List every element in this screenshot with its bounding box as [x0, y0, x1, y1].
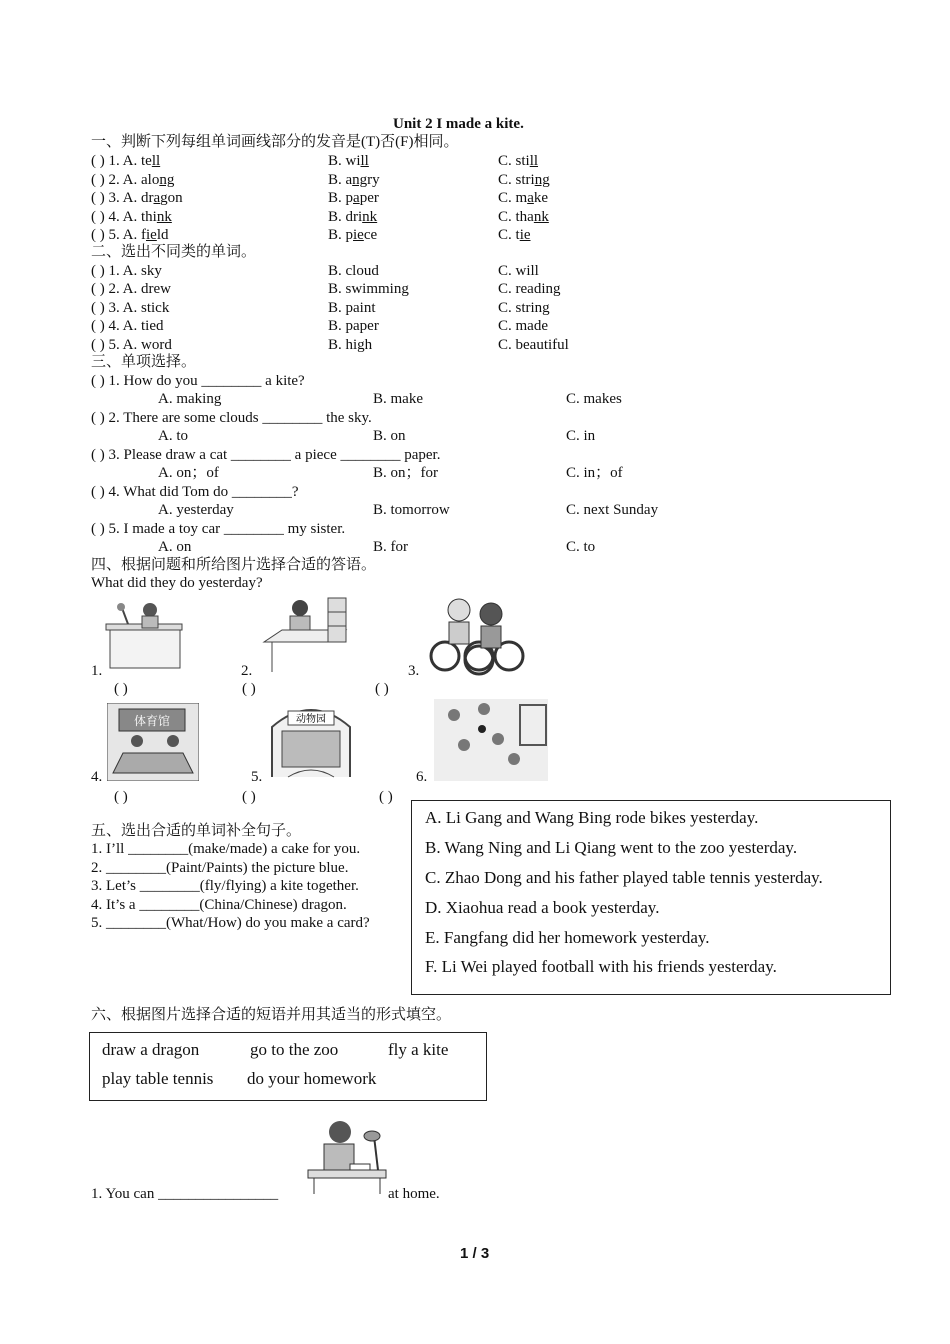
underlined-sound: ll: [151, 153, 161, 169]
s3-question-5: ( ) 5. I made a toy car ________ my sister.: [91, 521, 346, 537]
underlined-sound: nk: [533, 209, 549, 225]
s2-row-3-b: B. paint: [328, 300, 376, 316]
section5-line-2: 2. ________(Paint/Paints) the picture blue.: [91, 860, 349, 876]
s1-row-4-a: ( ) 4. A. think: [91, 209, 172, 225]
underlined-sound: a: [353, 190, 360, 206]
underlined-sound: nk: [362, 209, 378, 225]
picture-label-5: 5.: [251, 769, 263, 785]
s2-row-2-a: ( ) 2. A. drew: [91, 281, 171, 297]
s2-row-1-c: C. will: [498, 263, 539, 279]
s1-row-1-c: C. still: [498, 153, 539, 169]
zoo-gate-picture: [268, 697, 354, 781]
s1-row-3-c: C. make: [498, 190, 549, 206]
picture-label-3: 3.: [408, 663, 420, 679]
s1-row-2-c: C. string: [498, 172, 550, 188]
phrase-do-homework: do your homework: [247, 1069, 377, 1088]
s2-row-1-a: ( ) 1. A. sky: [91, 263, 162, 279]
s2-row-2-c: C. reading: [498, 281, 561, 297]
homework-girl-picture: [104, 600, 184, 672]
s3-q1-option-b: B. make: [373, 391, 423, 407]
picture-label-4: 4.: [91, 769, 103, 785]
answer-bracket-5[interactable]: ( ): [242, 789, 256, 805]
s1-row-5-c: C. tie: [498, 227, 531, 243]
s1-row-5-a: ( ) 5. A. field: [91, 227, 169, 243]
s2-row-5-b: B. high: [328, 337, 373, 353]
underlined-sound: nk: [156, 209, 172, 225]
option-c: C. Zhao Dong and his father played table tennis yesterday.: [425, 868, 823, 887]
s2-row-4-b: B. paper: [328, 318, 379, 334]
s3-q4-option-b: B. tomorrow: [373, 502, 450, 518]
gym-sign-text: 体育馆: [133, 714, 171, 728]
s2-row-3-c: C. string: [498, 300, 550, 316]
underlined-sound: a: [527, 190, 534, 206]
answer-bracket-6[interactable]: ( ): [379, 789, 393, 805]
s3-q3-option-c: C. in；of: [566, 465, 623, 481]
phrase-play-table-tennis: play table tennis: [102, 1069, 214, 1088]
section5-heading: 五、选出合适的单词补全句子。: [91, 823, 302, 839]
s2-row-5-c: C. beautiful: [498, 337, 569, 353]
page-title: Unit 2 I made a kite.: [393, 116, 524, 132]
boy-homework-picture: [304, 1116, 390, 1196]
s3-q2-option-b: B. on: [373, 428, 406, 444]
answer-bracket-4[interactable]: ( ): [114, 789, 128, 805]
section5-line-1: 1. I’ll ________(make/made) a cake for you.: [91, 841, 361, 857]
s3-q2-option-a: A. to: [158, 428, 188, 444]
underlined-sound: ie: [353, 227, 364, 243]
option-b: B. Wang Ning and Li Qiang went to the zoo yesterday.: [425, 838, 798, 857]
underlined-sound: ng: [534, 172, 550, 188]
s1-row-1-a: ( ) 1. A. tell: [91, 153, 161, 169]
phrase-box: [89, 1032, 487, 1101]
s2-row-5-a: ( ) 5. A. word: [91, 337, 172, 353]
s1-row-3-b: B. paper: [328, 190, 379, 206]
section2-heading: 二、选出不同类的单词。: [91, 244, 257, 260]
s3-q2-option-c: C. in: [566, 428, 596, 444]
bikes-picture: [427, 594, 527, 676]
section6-q1-start[interactable]: 1. You can ________________: [91, 1186, 279, 1202]
s3-q3-option-b: B. on；for: [373, 465, 438, 481]
s1-row-3-a: ( ) 3. A. dragon: [91, 190, 183, 206]
section6-q1-end: at home.: [388, 1186, 440, 1202]
section5-line-3: 3. Let’s ________(fly/flying) a kite together.: [91, 878, 359, 894]
zoo-sign-text: 动物园: [296, 714, 326, 725]
underlined-sound: ng: [159, 172, 175, 188]
s3-q4-option-a: A. yesterday: [158, 502, 234, 518]
s3-question-1: ( ) 1. How do you ________ a kite?: [91, 373, 305, 389]
s3-q5-option-b: B. for: [373, 539, 408, 555]
s3-q5-option-c: C. to: [566, 539, 596, 555]
s1-row-1-b: B. will: [328, 153, 369, 169]
underlined-sound: ll: [529, 153, 539, 169]
gym-table-tennis-picture: [107, 703, 199, 781]
section3-heading: 三、单项选择。: [91, 354, 197, 370]
picture-label-2: 2.: [241, 663, 253, 679]
section4-heading: 四、根据问题和所给图片选择合适的答语。: [91, 557, 377, 573]
s2-row-4-a: ( ) 4. A. tied: [91, 318, 164, 334]
s2-row-4-c: C. made: [498, 318, 548, 334]
section6-heading: 六、根据图片选择合适的短语并用其适当的形式填空。: [91, 1007, 452, 1023]
s1-row-5-b: B. piece: [328, 227, 378, 243]
s1-row-2-a: ( ) 2. A. along: [91, 172, 175, 188]
section5-line-5: 5. ________(What/How) do you make a card?: [91, 915, 370, 931]
s2-row-1-b: B. cloud: [328, 263, 379, 279]
section4-question: What did they do yesterday?: [91, 575, 263, 591]
answer-bracket-1[interactable]: ( ): [114, 681, 128, 697]
s3-question-2: ( ) 2. There are some clouds ________ the sky.: [91, 410, 372, 426]
underlined-sound: ll: [360, 153, 369, 169]
picture-label-1: 1.: [91, 663, 103, 679]
underlined-sound: a: [153, 190, 161, 206]
phrase-go-to-zoo: go to the zoo: [250, 1040, 339, 1059]
s2-row-3-a: ( ) 3. A. stick: [91, 300, 170, 316]
s3-question-3: ( ) 3. Please draw a cat ________ a piece ________ paper.: [91, 447, 441, 463]
s1-row-4-b: B. drink: [328, 209, 378, 225]
answer-options-box: [411, 800, 891, 995]
picture-label-6: 6.: [416, 769, 428, 785]
page-number: 1 / 3: [460, 1245, 490, 1262]
section1-heading: 一、判断下列每组单词画线部分的发音是(T)否(F)相同。: [91, 134, 459, 150]
phrase-fly-kite: fly a kite: [388, 1040, 449, 1059]
option-f: F. Li Wei played football with his friends yesterday.: [425, 957, 777, 976]
section5-line-4: 4. It’s a ________(China/Chinese) dragon.: [91, 897, 347, 913]
s1-row-2-b: B. angry: [328, 172, 380, 188]
underlined-sound: ie: [146, 227, 157, 243]
s3-q4-option-c: C. next Sunday: [566, 502, 659, 518]
phrase-draw-dragon: draw a dragon: [102, 1040, 200, 1059]
underlined-sound: ie: [519, 227, 531, 243]
s1-row-4-c: C. thank: [498, 209, 549, 225]
reading-girl-picture: [262, 594, 348, 674]
s3-q5-option-a: A. on: [158, 539, 192, 555]
s3-q1-option-a: A. making: [158, 391, 222, 407]
option-a: A. Li Gang and Wang Bing rode bikes yesterday.: [425, 808, 759, 827]
s3-q1-option-c: C. makes: [566, 391, 622, 407]
underlined-sound: ng: [352, 172, 368, 188]
option-d: D. Xiaohua read a book yesterday.: [425, 898, 660, 917]
s2-row-2-b: B. swimming: [328, 281, 409, 297]
answer-bracket-2[interactable]: ( ): [242, 681, 256, 697]
s3-q3-option-a: A. on；of: [158, 465, 219, 481]
option-e: E. Fangfang did her homework yesterday.: [425, 928, 710, 947]
s3-question-4: ( ) 4. What did Tom do ________?: [91, 484, 299, 500]
football-picture: [434, 699, 548, 781]
answer-bracket-3[interactable]: ( ): [375, 681, 389, 697]
